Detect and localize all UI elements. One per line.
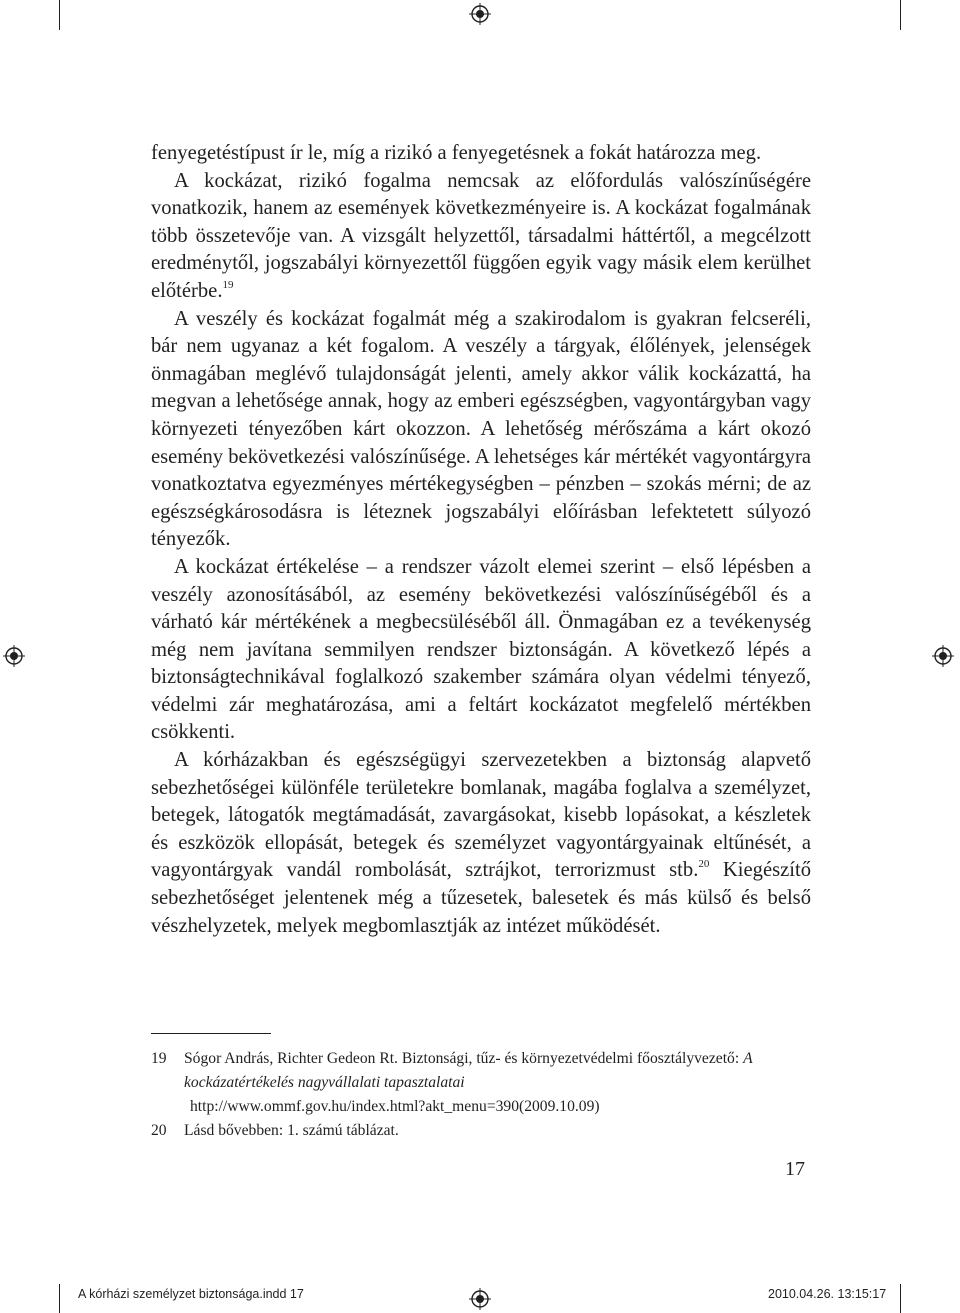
footnote-reference[interactable]: 19 bbox=[222, 278, 234, 291]
slug-filename: A kórházi személyzet biztonsága.indd 17 bbox=[78, 1287, 304, 1301]
body-text bbox=[151, 140, 811, 940]
crop-mark bbox=[59, 0, 60, 30]
registration-mark-icon bbox=[469, 3, 491, 25]
footnote-title: A kockázatértékelés nagyvállalati tapasztalatai bbox=[184, 1050, 753, 1091]
footnote-number: 19 bbox=[151, 1050, 167, 1067]
footnote-text: Lásd bővebben: 1. számú táblázat. bbox=[184, 1122, 399, 1139]
footnote-separator bbox=[151, 1033, 271, 1034]
paragraph bbox=[151, 168, 811, 306]
crop-mark bbox=[59, 1284, 60, 1313]
paragraph: fenyegetéstípust ír le, míg a rizikó a fenyegetésnek a fokát határozza meg. bbox=[151, 142, 762, 164]
page-number: 17 bbox=[785, 1158, 805, 1180]
footnote-url[interactable]: http://www.ommf.gov.hu/index.html?akt_menu=390(2009.10.09) bbox=[190, 1098, 600, 1115]
crop-mark bbox=[900, 1284, 901, 1313]
registration-mark-icon bbox=[3, 645, 25, 667]
crop-mark bbox=[900, 0, 901, 30]
paragraph-text: A kórházakban és egészségügyi szervezetekben a biztonság alapvető sebezhetőségei különféle területekre bomlanak, magába foglalva a személyzet, betegek, látogatók megtámadását, zavargásokat, kisebb lopásokat, a készletek és eszközök ellopását, betegek és személyzet vagyontárgyainak eltűnését, a vagyontárgyak vandál rombolását, sztrájkot, terrorizmust stb. bbox=[151, 749, 811, 882]
paragraph: A veszély és kockázat fogalmát még a szakirodalom is gyakran felcseréli, bár nem ugyanaz a két fogalom. A veszély a tárgyak, élőlények, jelenségek önmagában meglévő tulajdonságát jelenti, amely akkor válik kockázattá, ha megvan a lehetősége annak, hogy az emberi egészségben, vagyontárgyban vagy környezeti tényezőben kárt okozzon. A lehetőség mérőszáma a kárt okozó esemény bekövetkezési valószínűsége. A lehetséges kár mértékét vagyontárgyra vonatkoztatva egyezményes mértékegységben – pénzben – szokás mérni; de az egészségkárosodásra is léteznek jogszabályi előírásban lefektetett súlyozó tényezők. bbox=[151, 307, 811, 551]
paragraph: A kockázat értékelése – a rendszer vázolt elemei szerint – első lépésben a veszély azonosításából, az esemény bekövetkezési valószínűségéből és a várható kár mértékének a megbecsüléséből áll. Önmagában ez a tevékenység még nem javítana semmilyen rendszer biztonságán. A következő lépés a biztonságtechnikával foglalkozó szakember számára olyan védelmi tényező, védelmi zár meghatározása, ami a feltárt kockázatot megfelelő mértékben csökkenti. bbox=[151, 555, 811, 744]
slug-timestamp: 2010.04.26. 13:15:17 bbox=[768, 1287, 887, 1301]
registration-mark-icon bbox=[932, 645, 954, 667]
footnote-number: 20 bbox=[151, 1122, 167, 1139]
paragraph-text: Kiegészítő sebezhetőséget jelentenek még a tűzesetek, balesetek és más külső és belső vészhelyzetek, melyek megbomlasztják az intézet működését. bbox=[151, 859, 811, 937]
footnote-text: Sógor András, Richter Gedeon Rt. Biztonsági, tűz- és környezetvédelmi főosztályvezető: bbox=[184, 1050, 744, 1067]
registration-mark-icon bbox=[469, 1288, 491, 1310]
paragraph-text: A kockázat, rizikó fogalma nemcsak az előfordulás valószínűségére vonatkozik, hanem az események következményeire is. A kockázat fogalmának több összetevője van. A vizsgált helyzettől, társadalmi háttértől, a megcélzott eredménytől, jogszabályi környezettől függően egyik vagy másik elem kerülhet előtérbe. bbox=[151, 169, 811, 302]
footnote-reference[interactable]: 20 bbox=[698, 858, 710, 871]
footnotes bbox=[151, 1047, 816, 1143]
paragraph bbox=[151, 747, 811, 940]
footnote bbox=[151, 1047, 816, 1119]
footnote bbox=[151, 1119, 816, 1143]
